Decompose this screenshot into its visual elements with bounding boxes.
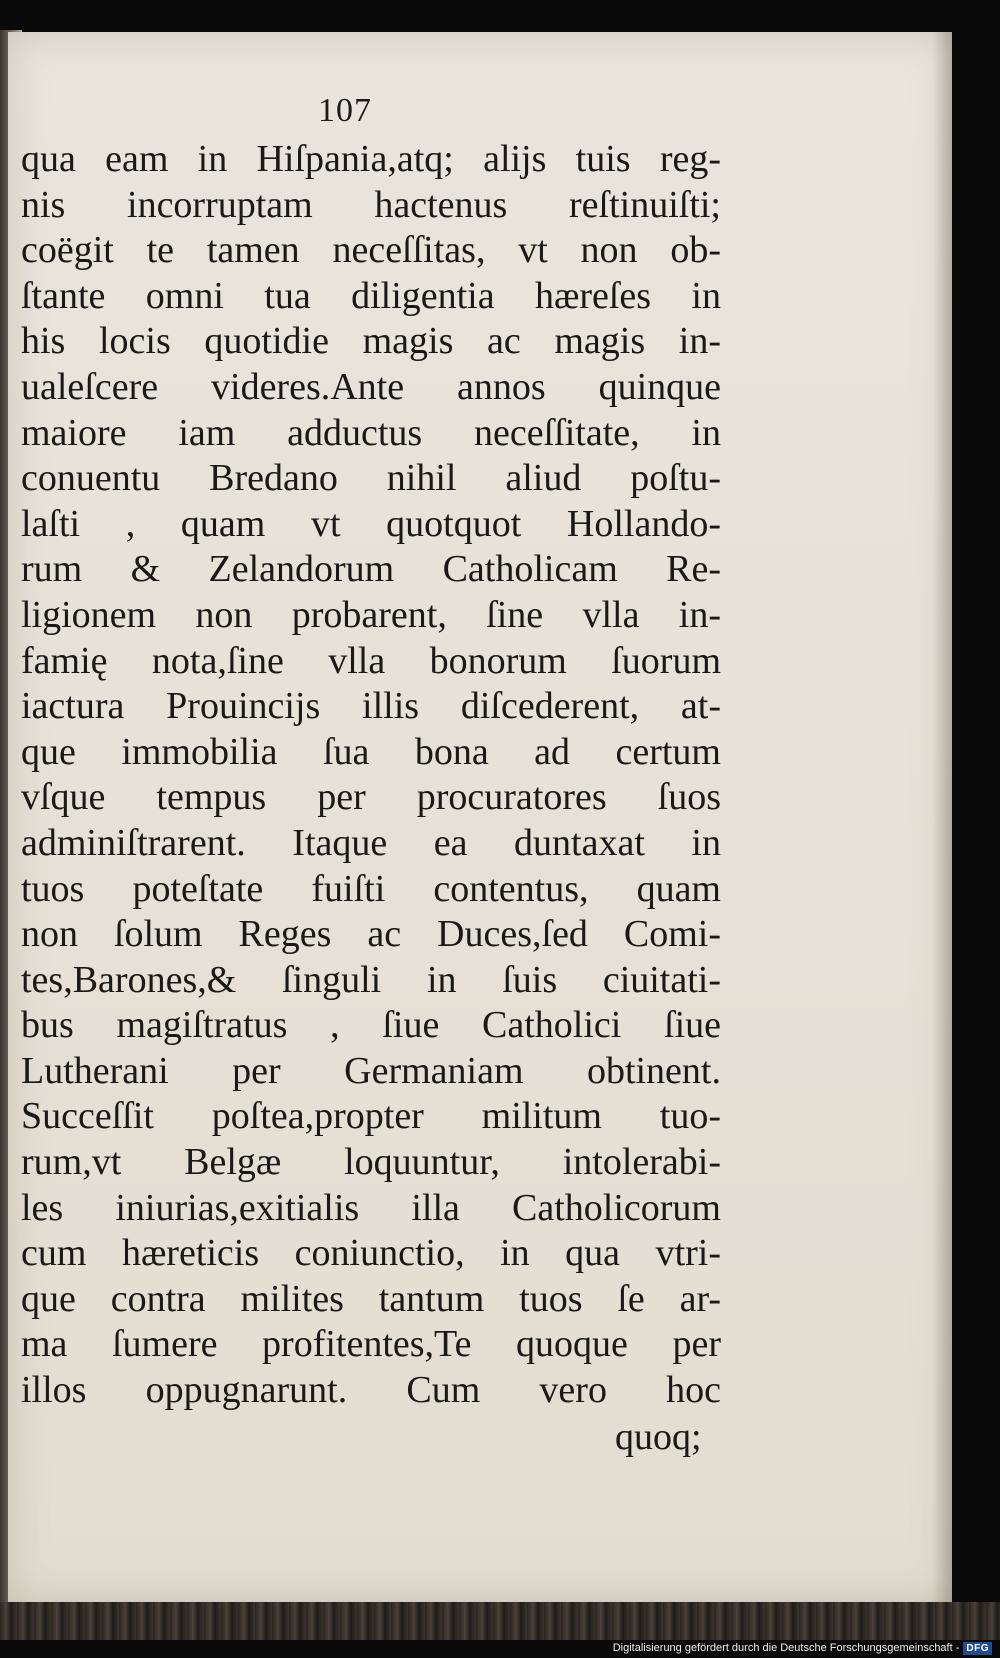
text-line: Succeſſit poſtea,propter militum tuo- (21, 1095, 721, 1138)
text-line: nis incorruptam hactenus reſtinuiſti; (21, 183, 721, 226)
page-number: 107 (318, 92, 372, 129)
text-line: bus magiſtratus , ſiue Catholici ſiue (21, 1004, 721, 1047)
text-line: ſtante omni tua diligentia hæreſes in (21, 274, 721, 317)
text-line: rum,vt Belgæ loquuntur, intolerabi- (21, 1141, 721, 1184)
text-line: ligionem non probarent, ſine vlla in- (21, 593, 721, 636)
text-line: famię nota,ſine vlla bonorum ſuorum (21, 639, 721, 682)
text-line: ma ſumere profitentes,Te quoque per (21, 1323, 721, 1366)
text-line: cum hæreticis coniunctio, in qua vtri- (21, 1232, 721, 1275)
text-line: iactura Prouincijs illis diſcederent, at- (21, 685, 721, 728)
digitization-footer (613, 1640, 992, 1656)
text-line: illos oppugnarunt. Cum vero hoc (21, 1369, 721, 1412)
text-line: maiore iam adductus neceſſitate, in (21, 411, 721, 454)
text-line: rum & Zelandorum Catholicam Re- (21, 548, 721, 591)
text-line: his locis quotidie magis ac magis in- (21, 320, 721, 363)
text-line: tes,Barones,& ſinguli in ſuis ciuitati- (21, 958, 721, 1001)
text-line: laſti , quam vt quotquot Hollando- (21, 502, 721, 545)
page-gutter-shadow (932, 32, 952, 1602)
text-line: qua eam in Hiſpania,atq; alijs tuis reg- (21, 138, 721, 180)
text-line: que immobilia ſua bona ad certum (21, 730, 721, 773)
body-text (21, 137, 721, 1414)
text-line: coëgit te tamen neceſſitas, vt non ob- (21, 229, 721, 272)
text-line: tuos poteſtate fuiſti contentus, quam (21, 867, 721, 910)
text-line: que contra milites tantum tuos ſe ar- (21, 1277, 721, 1320)
dfg-logo: DFG (963, 1642, 992, 1655)
text-line: les iniurias,exitialis illa Catholicorum (21, 1186, 721, 1229)
text-line: ualeſcere videres.Ante annos quinque (21, 365, 721, 408)
footer-credit-text: Digitalisierung gefördert durch die Deutsche Forschungsgemeinschaft - (612, 1642, 960, 1654)
text-line: conuentu Bredano nihil aliud poſtu- (21, 457, 721, 500)
text-line: adminiſtrarent. Itaque ea duntaxat in (21, 821, 721, 864)
text-line: vſque tempus per procuratores ſuos (21, 776, 721, 819)
text-line: Lutherani per Germaniam obtinent. (21, 1049, 721, 1092)
catchword: quoq; (615, 1416, 702, 1458)
book-bottom-edge (0, 1602, 1000, 1640)
text-line: non ſolum Reges ac Duces,ſed Comi- (21, 913, 721, 956)
